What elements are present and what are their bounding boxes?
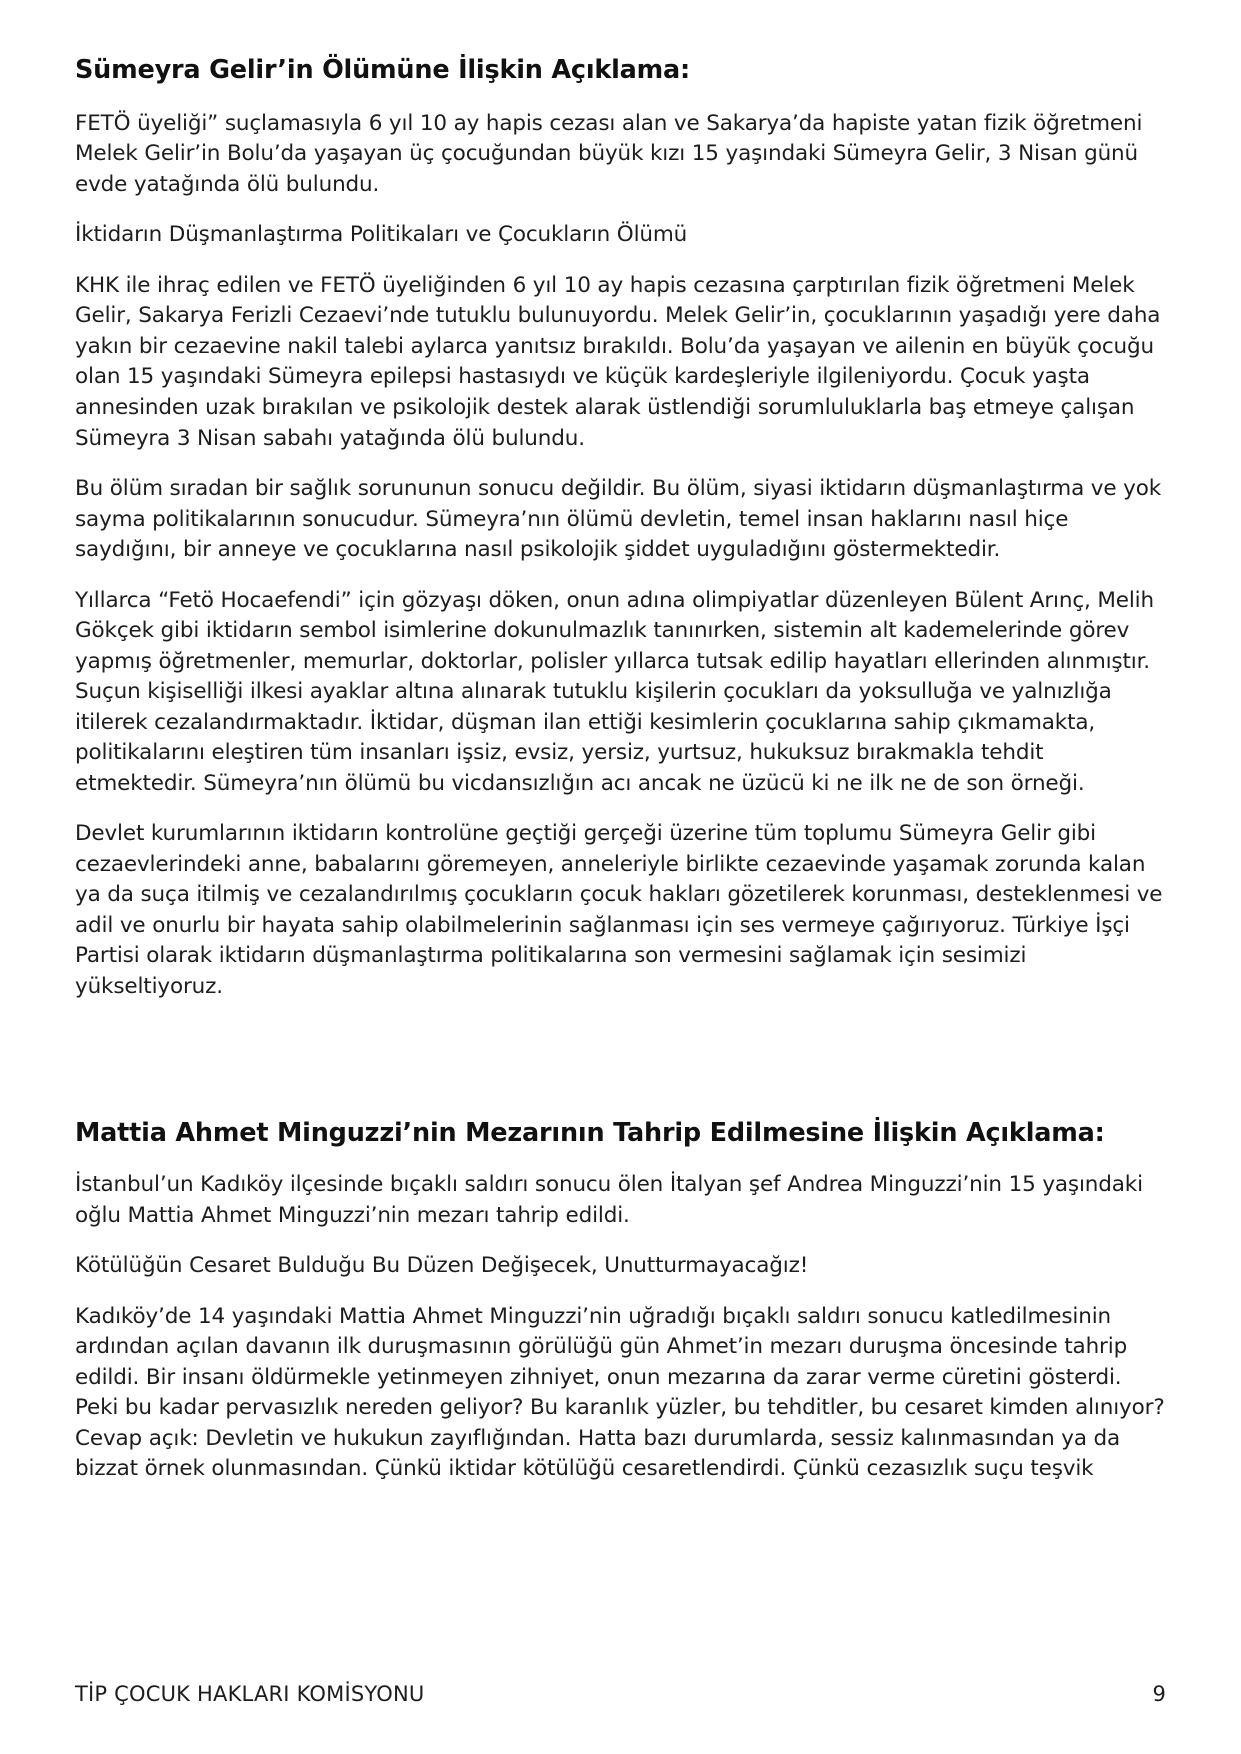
page-number: 9: [1152, 1682, 1166, 1706]
paragraph: Kötülüğün Cesaret Bulduğu Bu Düzen Değişecek, Unutturmayacağız!: [75, 1253, 809, 1279]
paragraph: İstanbul’un Kadıköy ilçesinde bıçaklı saldırı sonucu ölen İtalyan şef Andrea Minguzzi’nin 15 yaşındaki oğlu Mattia Ahmet Minguzzi’nin mezarı tahrip edildi.: [75, 1172, 1143, 1228]
footer-label: TİP ÇOCUK HAKLARI KOMİSYONU: [75, 1682, 425, 1706]
paragraph: FETÖ üyeliği” suçlamasıyla 6 yıl 10 ay hapis cezası alan ve Sakarya’da hapiste yatan fizik öğretmeni Melek Gelir’in Bolu’da yaşayan üç çocuğundan büyük kızı 15 yaşındaki Sümeyra Gelir, 3 Nisan günü evde yatağında ölü bulundu.: [75, 110, 1143, 197]
page-footer: [75, 1682, 1166, 1706]
section-divider-space: [75, 1022, 1166, 1118]
paragraph: Devlet kurumlarının iktidarın kontrolüne geçtiği gerçeği üzerine tüm toplumu Sümeyra Gelir gibi cezaevlerindeki anne, babalarını göremeyen, anneleriyle birlikte cezaevinde yaşamak zorunda kalan ya da suça itilmiş ve cezalandırılmış çocukların çocuk hakları gözetilerek korunması, desteklenmesi ve adil ve onurlu bir hayata sahip olabilmelerinin sağlanması için ses vermeye çağırıyoruz. Türkiye İşçi Partisi olarak iktidarın düşmanlaştırma politikalarına son vermesini sağlamak için sesimizi yükseltiyoruz.: [75, 821, 1163, 999]
section-heading-mattia-ahmet-minguzzi: Mattia Ahmet Minguzzi’nin Mezarının Tahrip Edilmesine İlişkin Açıklama:: [75, 1118, 1105, 1149]
paragraph: Bu ölüm sıradan bir sağlık sorununun sonucu değildir. Bu ölüm, siyasi iktidarın düşmanlaştırma ve yok sayma politikalarının sonucudur. Sümeyra’nın ölümü devletin, temel insan haklarını nasıl hiçe saydığını, bir anneye ve çocuklarına nasıl psikolojik şiddet uyguladığını göstermektedir.: [75, 476, 1162, 563]
paragraph: KHK ile ihraç edilen ve FETÖ üyeliğinden 6 yıl 10 ay hapis cezasına çarptırılan fizik öğretmeni Melek Gelir, Sakarya Ferizli Cezaevi’nde tutuklu bulunuyordu. Melek Gelir’in, çocuklarının yaşadığı yere daha yakın bir cezaevine nakil talebi aylarca yanıtsız bırakıldı. Bolu’da yaşayan ve ailenin en büyük çocuğu olan 15 yaşındaki Sümeyra epilepsi hastasıydı ve küçük kardeşleriyle ilgileniyordu. Çocuk yaşta annesinden uzak bırakılan ve psikolojik destek alarak üstlendiği sorumluluklarla baş etmeye çalışan Sümeyra 3 Nisan sabahı yatağında ölü bulundu.: [75, 272, 1161, 451]
paragraph: Kadıköy’de 14 yaşındaki Mattia Ahmet Minguzzi’nin uğradığı bıçaklı saldırı sonucu katledilmesinin ardından açılan davanın ilk duruşmasının görülüğü gün Ahmet’in mezarı duruşma öncesinde tahrip edildi. Bir insanı öldürmekle yetinmeyen zihniyet, onun mezarına da zarar verme cüretini gösterdi. Peki bu kadar pervasızlık nereden geliyor? Bu karanlık yüzler, bu tehditler, bu cesaret kimden alınıyor? Cevap açık: Devletin ve hukukun zayıflığından. Hatta bazı durumlarda, sessiz kalınmasından ya da bizzat örnek olunmasından. Çünkü iktidar kötülüğü cesaretlendirdi. Çünkü cezasızlık suçu teşvik: [75, 1303, 1165, 1482]
paragraph: İktidarın Düşmanlaştırma Politikaları ve Çocukların Ölümü: [75, 222, 688, 248]
section-heading-sumeyra-gelir: Sümeyra Gelir’in Ölümüne İlişkin Açıklama:: [75, 55, 691, 85]
paragraph: Yıllarca “Fetö Hocaefendi” için gözyaşı döken, onun adına olimpiyatlar düzenleyen Bülent Arınç, Melih Gökçek gibi iktidarın sembol isimlerine dokunulmazlık tanınırken, sistemin alt kademelerinde görev yapmış öğretmenler, memurlar, doktorlar, polisler yıllarca tutsak edilip hayatları ellerinden alınmıştır. Suçun kişiselliği ilkesi ayaklar altına alınarak tutuklu kişilerin çocukları da yoksulluğa ve yalnızlığa itilerek cezalandırmaktadır. İktidar, düşman ilan ettiği kesimlerin çocuklarına sahip çıkmamakta, politikalarını eleştiren tüm insanları işsiz, evsiz, yersiz, yurtsuz, hukuksuz bırakmakla tehdit etmektedir. Sümeyra’nın ölümü bu vicdansızlığın acı ancak ne üzücü ki ne ilk ne de son örneği.: [75, 587, 1154, 796]
